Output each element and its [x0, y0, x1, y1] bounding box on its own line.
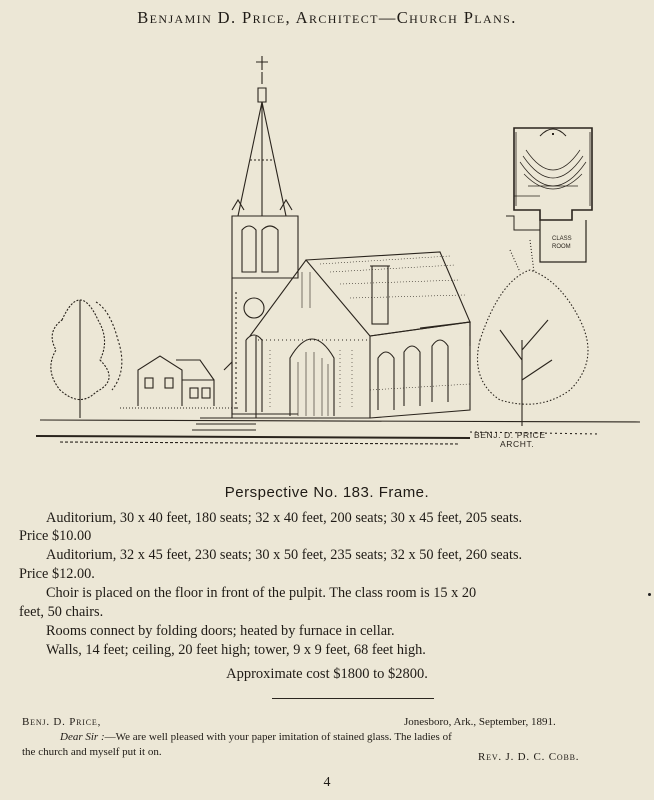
section-divider — [272, 698, 434, 699]
body-line-2: Price $10.00 — [19, 528, 92, 544]
body-line-4: Price $12.00. — [19, 566, 95, 582]
floorplan-label-line1: CLASS — [552, 236, 572, 242]
approximate-cost: Approximate cost $1800 to $2800. — [226, 666, 428, 682]
body-line-7: Rooms connect by folding doors; heated by furnace in cellar. — [46, 623, 395, 639]
body-line-8: Walls, 14 feet; ceiling, 20 feet high; tower, 9 x 9 feet, 68 feet high. — [46, 642, 426, 658]
church-illustration — [0, 40, 654, 470]
testimonial-salutation: Dear Sir : — [60, 731, 105, 743]
body-line-5: Choir is placed on the floor in front of the pulpit. The class room is 15 x 20 — [46, 585, 477, 601]
body-line-3: Auditorium, 32 x 45 feet, 230 seats; 30 x 50 feet, 235 seats; 32 x 50 feet, 260 seats. — [46, 547, 523, 563]
testimonial-line-1 — [60, 731, 452, 743]
testimonial-line-2: the church and myself put it on. — [22, 746, 162, 758]
signature-line1: BENJ. D. PRICE — [474, 430, 546, 440]
page-header: Benjamin D. Price, Architect—Church Plans. — [137, 8, 517, 27]
body-line-6: feet, 50 chairs. — [19, 604, 104, 620]
speck-mark — [648, 593, 651, 596]
floorplan-label-line2: ROOM — [552, 244, 571, 250]
perspective-caption: Perspective No. 183. Frame. — [224, 484, 430, 501]
testimonial-signer: Rev. J. D. C. Cobb. — [478, 751, 580, 763]
body-line-1: Auditorium, 30 x 40 feet, 180 seats; 32 x 40 feet, 200 seats; 30 x 45 feet, 205 seats. — [46, 510, 523, 526]
testimonial-place-date: Jonesboro, Ark., September, 1891. — [404, 716, 556, 728]
page-number: 4 — [323, 775, 331, 790]
testimonial-addressee: Benj. D. Price, — [22, 716, 102, 728]
signature-line2: ARCHT. — [500, 439, 535, 449]
testimonial-text-1: —We are well pleased with your paper imitation of stained glass. The ladies of — [104, 731, 452, 743]
